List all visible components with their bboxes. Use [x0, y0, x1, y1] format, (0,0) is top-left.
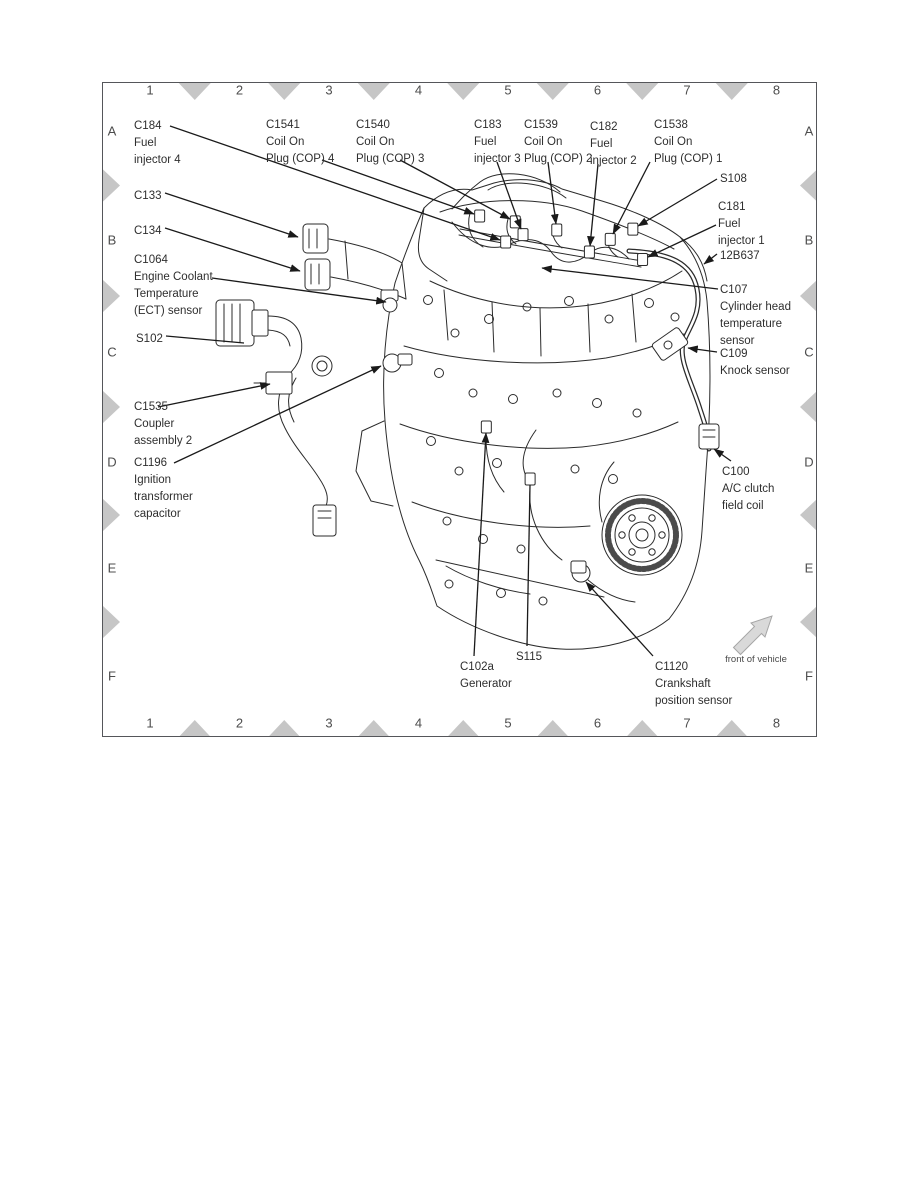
- callout-line: C133: [134, 190, 162, 202]
- callout-line: Plug (COP) 1: [654, 153, 723, 165]
- grid-row-label-right-A: A: [804, 123, 814, 139]
- callout-line: Coil On: [654, 136, 693, 148]
- callout-c1535: [134, 399, 192, 450]
- grid-column-label-top-7: 7: [683, 82, 691, 98]
- grid-column-label-top-6: 6: [593, 82, 602, 98]
- callout-c1540: [356, 117, 424, 168]
- callout-line: Crankshaft: [655, 678, 711, 690]
- callout-c1539: [524, 117, 592, 168]
- callout-line: C1540: [356, 119, 390, 131]
- front-of-vehicle-label: front of vehicle: [725, 654, 787, 665]
- callout-line: C184: [134, 120, 162, 132]
- callout-line: Ignition: [134, 474, 172, 486]
- grid-column-label-bottom-6: 6: [593, 715, 602, 731]
- grid-row-label-right-F: F: [805, 668, 813, 684]
- callout-c1538: [654, 117, 722, 168]
- callout-line: C1541: [266, 119, 300, 131]
- callout-c183: [474, 117, 521, 168]
- grid-column-label-bottom-7: 7: [683, 715, 691, 731]
- grid-row-label-left-A: A: [107, 123, 117, 139]
- callout-line: C107: [720, 284, 748, 296]
- callout-line: injector 4: [134, 154, 181, 166]
- grid-column-label-bottom-4: 4: [414, 715, 423, 731]
- grid-row-label-left-C: C: [107, 344, 117, 360]
- grid-row-label-right-B: B: [804, 232, 814, 248]
- callout-line: Coil On: [266, 136, 305, 148]
- callout-c1196: [134, 455, 193, 523]
- callout-line: C1539: [524, 119, 558, 131]
- callout-line: C1120: [655, 661, 689, 673]
- callout-line: C100: [722, 466, 750, 478]
- callout-line: C1064: [134, 254, 168, 266]
- callout-c181: [718, 199, 765, 250]
- grid-column-label-bottom-2: 2: [235, 715, 244, 731]
- callout-c102a: [460, 659, 512, 693]
- callout-line: 12B637: [720, 250, 760, 262]
- callout-line: Fuel: [474, 136, 497, 148]
- callout-c1064: [134, 252, 213, 320]
- callout-line: S115: [516, 651, 543, 663]
- callout-c1120: [655, 659, 732, 710]
- grid-column-label-top-4: 4: [414, 82, 423, 98]
- callout-line: field coil: [722, 500, 764, 512]
- callout-c184: [134, 118, 181, 169]
- callout-line: Fuel: [718, 218, 741, 230]
- callout-c182: [590, 119, 637, 170]
- callout-line: Temperature: [134, 288, 199, 300]
- callout-line: assembly 2: [134, 435, 193, 447]
- grid-column-label-bottom-5: 5: [504, 715, 512, 731]
- grid-row-label-right-E: E: [804, 560, 814, 576]
- grid-column-label-bottom-1: 1: [146, 715, 154, 731]
- callout-line: Plug (COP) 3: [356, 153, 425, 165]
- callout-line: C1538: [654, 119, 688, 131]
- callout-line: temperature: [720, 318, 783, 330]
- callout-line: Coil On: [524, 136, 563, 148]
- callout-s115: [516, 649, 542, 666]
- callout-c109: [720, 346, 790, 380]
- callout-line: sensor: [720, 335, 755, 347]
- callout-line: C1196: [134, 457, 168, 469]
- grid-column-label-top-1: 1: [146, 82, 154, 98]
- grid-column-label-top-3: 3: [325, 82, 333, 98]
- callout-line: S102: [136, 333, 163, 345]
- grid-column-label-top-8: 8: [772, 82, 781, 98]
- callout-line: Engine Coolant: [134, 271, 213, 283]
- grid-row-label-left-E: E: [107, 560, 117, 576]
- callout-c1541: [266, 117, 334, 168]
- callout-line: Plug (COP) 2: [524, 153, 593, 165]
- callout-s102: [136, 331, 163, 348]
- grid-column-label-bottom-3: 3: [325, 715, 333, 731]
- callout-c100: [722, 464, 774, 515]
- grid-column-label-top-5: 5: [504, 82, 512, 98]
- callout-line: Coil On: [356, 136, 395, 148]
- callout-line: Cylinder head: [720, 301, 791, 313]
- callout-line: C134: [134, 225, 162, 237]
- callout-line: capacitor: [134, 508, 181, 520]
- callout-line: position sensor: [655, 695, 733, 707]
- grid-row-label-right-D: D: [804, 454, 814, 470]
- callout-line: Fuel: [590, 138, 613, 150]
- callout-line: transformer: [134, 491, 193, 503]
- grid-row-label-right-C: C: [804, 344, 814, 360]
- callout-line: C183: [474, 119, 502, 131]
- grid-column-label-top-2: 2: [235, 82, 244, 98]
- callout-c134: [134, 223, 162, 240]
- callout-line: C109: [720, 348, 748, 360]
- callout-line: injector 3: [474, 153, 521, 165]
- callout-line: Coupler: [134, 418, 175, 430]
- grid-row-label-left-D: D: [107, 454, 117, 470]
- callout-line: C1535: [134, 401, 168, 413]
- figure-border: [102, 82, 817, 737]
- callout-line: C102a: [460, 661, 494, 673]
- grid-column-label-bottom-8: 8: [772, 715, 781, 731]
- callout-c107: [720, 282, 791, 350]
- callout-line: Generator: [460, 678, 512, 690]
- callout-line: C182: [590, 121, 618, 133]
- callout-c133: [134, 188, 162, 205]
- callout-line: S108: [720, 173, 747, 185]
- callout-12b637: [720, 248, 760, 265]
- grid-row-label-left-B: B: [107, 232, 117, 248]
- callout-line: injector 2: [590, 155, 637, 167]
- callout-line: injector 1: [718, 235, 765, 247]
- callout-line: Fuel: [134, 137, 157, 149]
- callout-line: Knock sensor: [720, 365, 790, 377]
- callout-line: C181: [718, 201, 746, 213]
- callout-line: (ECT) sensor: [134, 305, 203, 317]
- callout-line: Plug (COP) 4: [266, 153, 335, 165]
- callout-line: A/C clutch: [722, 483, 775, 495]
- grid-row-label-left-F: F: [108, 668, 116, 684]
- callout-s108: [720, 171, 747, 188]
